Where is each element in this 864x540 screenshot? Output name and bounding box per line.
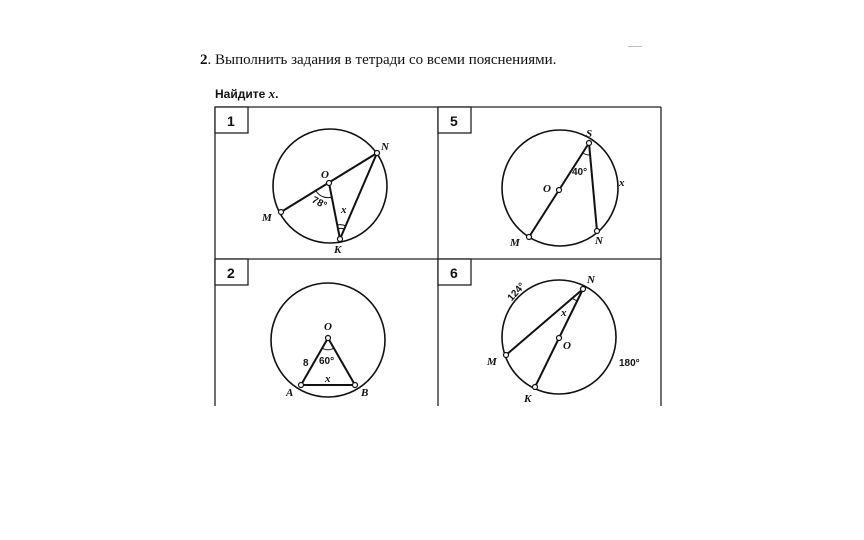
- label-O6: O: [563, 340, 571, 352]
- point-B2: [353, 383, 358, 388]
- label-x5: x: [619, 177, 625, 189]
- label-S5: S: [586, 128, 593, 140]
- subtitle-prefix: Найдите: [215, 87, 269, 101]
- angle-label-78: 78°: [309, 194, 329, 212]
- problem-1-figure: [261, 129, 390, 256]
- label-x6: x: [561, 307, 567, 319]
- problem-grid: [215, 107, 661, 406]
- problem-number-2: 2: [227, 265, 235, 281]
- point-K1: [338, 237, 343, 242]
- label-M6: M: [487, 356, 497, 368]
- arc-label-124: 124°: [505, 280, 528, 304]
- problem-number-5: 5: [450, 113, 458, 129]
- label-O5: O: [543, 183, 551, 195]
- problem-6-figure: [486, 274, 640, 405]
- subtitle-variable: x: [268, 86, 276, 101]
- radius-OK: [329, 183, 340, 239]
- subtitle-suffix: .: [275, 87, 279, 101]
- label-K1: K: [334, 244, 342, 256]
- task-text: . Выполнить задания в тетради со всеми пояснениями.: [207, 52, 557, 68]
- point-N6: [581, 287, 586, 292]
- label-M5: M: [510, 237, 520, 249]
- label-B2: B: [361, 387, 369, 399]
- arc-label-180: 180°: [619, 358, 640, 369]
- problem-5-figure: [502, 128, 625, 249]
- point-M6: [504, 353, 509, 358]
- point-O6: [557, 336, 562, 341]
- label-M1: M: [262, 212, 272, 224]
- label-x1: x: [341, 204, 347, 216]
- label-N1: N: [381, 141, 389, 153]
- task-number: 2: [200, 52, 208, 68]
- problem-number-6: 6: [450, 265, 458, 281]
- point-O1: [327, 181, 332, 186]
- number-boxes: [215, 107, 471, 285]
- angle-label-40: 40°: [572, 167, 588, 178]
- angle-60-arc: [322, 348, 334, 350]
- side-label-8: 8: [303, 358, 309, 369]
- label-N6: N: [587, 274, 595, 286]
- problem-2-figure: [271, 283, 385, 399]
- label-O1: O: [321, 169, 329, 181]
- label-A2: A: [286, 387, 294, 399]
- label-K6: K: [524, 393, 532, 405]
- point-K6: [533, 385, 538, 390]
- point-O5: [557, 188, 562, 193]
- point-O2: [326, 336, 331, 341]
- point-M5: [527, 235, 532, 240]
- point-S5: [587, 141, 592, 146]
- angle-label-60: 60°: [319, 356, 335, 367]
- point-N5: [595, 229, 600, 234]
- angle-x-arc-inner: [337, 228, 344, 229]
- point-A2: [299, 383, 304, 388]
- label-x2: x: [325, 373, 331, 385]
- label-N5: N: [595, 235, 603, 247]
- chord-SN: [589, 143, 597, 231]
- point-M1: [279, 210, 284, 215]
- problem-number-1: 1: [227, 113, 235, 129]
- point-N1: [375, 151, 380, 156]
- label-O2: O: [324, 321, 332, 333]
